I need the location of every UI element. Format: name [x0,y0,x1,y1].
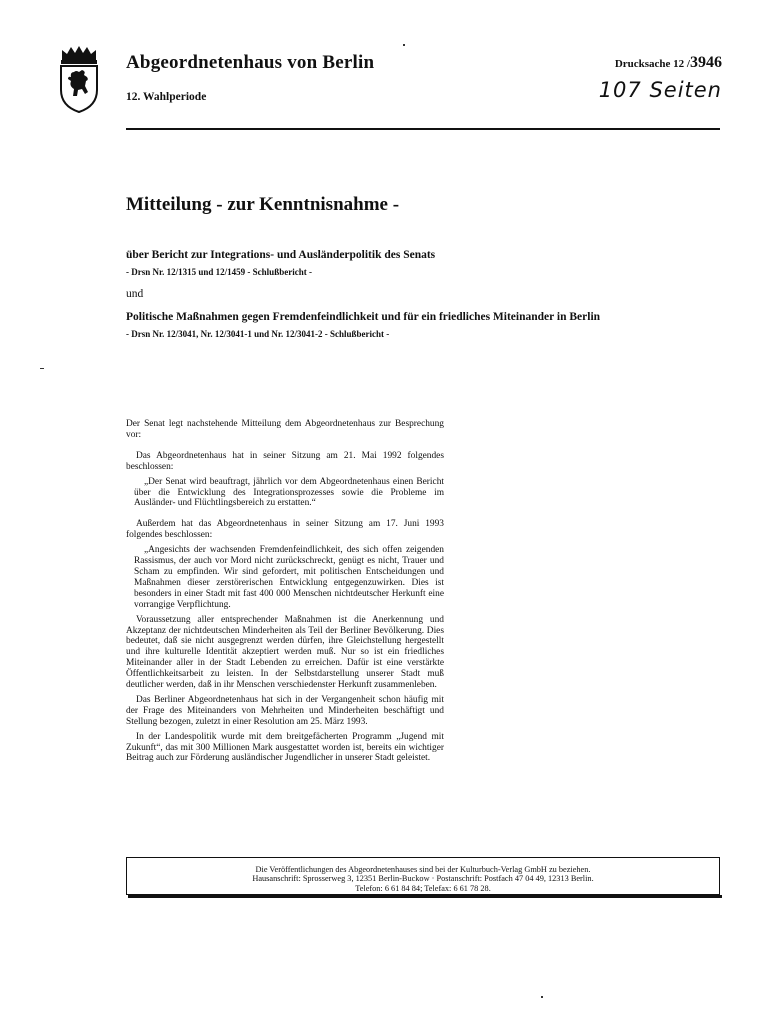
scan-speck [541,996,543,998]
berlin-bear-coat-of-arms-icon [58,44,100,114]
parliament-name: Abgeordnetenhaus von Berlin [126,52,375,73]
publisher-line-1: Die Veröffentlichungen des Abgeordnetenhauses sind bei der Kulturbuch-Verlag GmbH zu beziehen. [255,865,591,874]
subject-connector: und [126,288,144,300]
scan-speck [40,368,44,369]
scan-speck [403,44,405,46]
subject-heading-1: über Bericht zur Integrations- und Ausländerpolitik des Senats [126,249,436,261]
handwritten-page-count: 107 Seiten [598,78,722,102]
subject-reference-1: - Drsn Nr. 12/1315 und 12/1459 - Schlußbericht - [126,267,312,277]
body-paragraph-4: Das Berliner Abgeordnetenhaus hat sich in der Vergangenheit schon häufig mit der Frage des Miteinanders von Mehrheiten und Minderheiten beschäftigt und Stellung bezogen, zuletzt in einer Resolution am 25. März 1993. [126,694,444,727]
publisher-info-box [126,857,720,895]
body-paragraph-3: Voraussetzung aller entsprechender Maßnahmen ist die Anerkennung und Akzeptanz der nichtdeutschen Minderheiten als Teil der Berliner Bevölkerung. Dies bedeutet, daß sie nicht ausgegrenzt werden dürfen, ihre Gleichstellung hergestellt und ihre kulturelle Identität akzeptiert werden muß. Nur so ist ein friedliches Miteinander aller in der Stadt Lebenden zu erreichen. Dafür ist eine verstärkte Öffentlichkeitsarbeit zu leisten. In der Selbstdarstellung unserer Stadt muß deutlicher werden, daß in ihr Menschen verschiedenster Herkunft zusammenleben. [126,614,444,691]
subject-heading-2: Politische Maßnahmen gegen Fremdenfeindlichkeit und für ein friedliches Miteinander in Berlin [126,311,601,323]
publisher-box-shadow [128,895,722,898]
publisher-line-3: Telefon: 6 61 84 84; Telefax: 6 61 78 28. [355,883,491,893]
body-paragraph-5: In der Landespolitik wurde mit dem breitgefächerten Programm „Jugend mit Zukunft“, das mit 300 Millionen Mark ausgestattet worden ist, bereits ein wichtiger Beitrag auch zur Förderung ausländischer Jugendlicher in unserer Stadt geleistet. [126,731,444,764]
header-divider [126,128,720,130]
body-intro: Der Senat legt nachstehende Mitteilung dem Abgeordnetenhaus zur Besprechung vor: [126,419,444,440]
publisher-info-text [127,865,719,893]
body-paragraph-1: Das Abgeordnetenhaus hat in seiner Sitzung am 21. Mai 1992 folgendes beschlossen: [126,450,444,472]
body-text-column [126,419,444,768]
document-title: Mitteilung - zur Kenntnisnahme - [126,194,400,215]
body-quote-1: „Der Senat wird beauftragt, jährlich vor dem Abgeordnetenhaus einen Bericht über die Entwicklung des Integrationsprozesses sowie die Probleme im Ausländer- und Flüchtlingsbereich zu erstatten.“ [134,476,444,509]
publisher-line-2: Hausanschrift: Sprosserweg 3, 12351 Berlin-Buckow · Postanschrift: Postfach 47 04 49, 12313 Berlin. [252,874,594,884]
drucksache-number: 3946 [690,54,722,71]
legislative-period: 12. Wahlperiode [126,91,207,103]
body-paragraph-2: Außerdem hat das Abgeordnetenhaus in seiner Sitzung am 17. Juni 1993 folgendes beschlossen: [126,519,444,541]
subject-reference-2: - Drsn Nr. 12/3041, Nr. 12/3041-1 und Nr. 12/3041-2 - Schlußbericht - [126,329,390,339]
drucksache-reference [615,54,722,72]
body-quote-2: „Angesichts der wachsenden Fremdenfeindlichkeit, des sich offen zeigenden Rassismus, der auch vor Mord nicht zurückschreckt, genügt es nicht, Trauer und Scham zu empfinden. Wir sind gefordert, mit politischen Entscheidungen und Maßnahmen dieser zerstörerischen Entwicklung entgegenzuwirken. Dies ist besonders in einer Stadt mit fast 400 000 Menschen nichtdeutscher Herkunft eine vorrangige Verpflichtung. [134,545,444,610]
drucksache-label: Drucksache 12 / [614,58,690,70]
